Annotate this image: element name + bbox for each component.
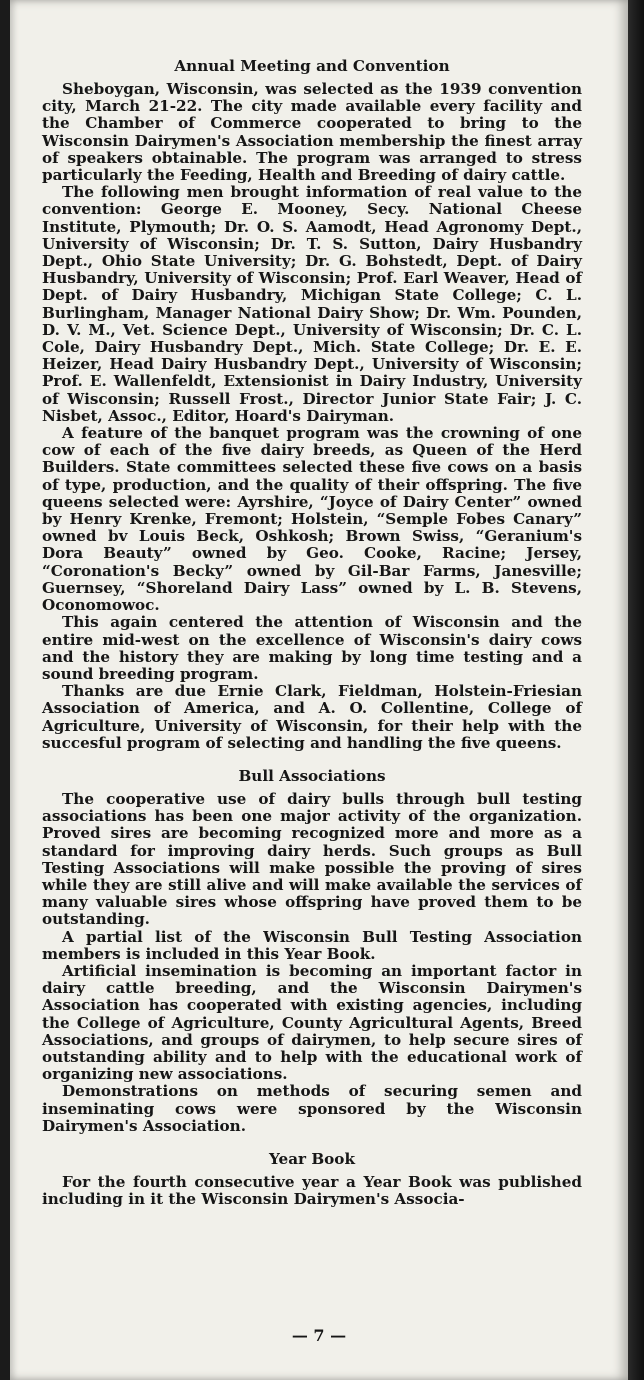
paragraph: A partial list of the Wisconsin Bull Testing Association members is included in this Year Book.	[42, 927, 582, 963]
paragraph: Artificial insemination is becoming an important factor in dairy cattle breeding, and the Wisconsin Dairymen's Association has cooperated with existing agencies, including the College of Agriculture, County Agricultural Agents, Breed Associations, and groups of dairymen, to help secure sires of outstanding ability and to help with the educational work of organizing new associations.	[42, 961, 582, 1084]
section-heading: Bull Associations	[238, 766, 386, 785]
section-heading: Annual Meeting and Convention	[174, 57, 450, 75]
paragraph: The cooperative use of dairy bulls through bull testing associations has been one major activity of the organization. Proved sires are becoming recognized more and more as a standard for improving dairy herds. Such groups as Bull Testing Associations will make possible the proving of sires while they are still alive and will make available the services of many valuable sires whose offspring have proved them to be outstanding.	[42, 789, 582, 929]
section-annual-meeting	[42, 56, 582, 752]
paragraph: This again centered the attention of Wisconsin and the entire mid-west on the excellence of Wisconsin's dairy cows and the history they are making by long time testing and a sound breeding program.	[42, 613, 582, 683]
paragraph: Thanks are due Ernie Clark, Fieldman, Holstein-Friesian Association of America, and A. O. Collentine, College of Agriculture, University of Wisconsin, for their help with the succesful program of selecting and handling the five queens.	[42, 682, 582, 752]
page-number: — 7 —	[291, 1326, 347, 1345]
paragraph: Demonstrations on methods of securing semen and inseminating cows were sponsored by the Wisconsin Dairymen's Association.	[42, 1082, 582, 1135]
paragraph: For the fourth consecutive year a Year Book was published including in it the Wisconsin Dairymen's Associa-	[42, 1172, 582, 1209]
paragraph: A feature of the banquet program was the crowning of one cow of each of the five dairy breeds, as Queen of the Herd Builders. State committees selected these five cows on a basis of type, production, and the quality of their offspring. The five queens selected were: Ayrshire, “Joyce of Dairy Center” owned by Henry Krenke, Fremont; Holstein, “Semple Fobes Canary” owned bv Louis Beck, Oshkosh; Brown Swiss, “Geranium's Dora Beauty” owned by Geo. Cooke, Racine; Jersey, “Coronation's Becky” owned by Gil-Bar Farms, Janesville; Guernsey, “Shoreland Dairy Lass” owned by L. B. Stevens, Oconomowoc.	[42, 424, 582, 615]
section-year-book	[42, 1149, 582, 1208]
section-heading: Year Book	[269, 1149, 355, 1168]
section-bull-associations	[42, 766, 582, 1135]
page-body	[42, 56, 582, 1208]
paragraph: Sheboygan, Wisconsin, was selected as the 1939 convention city, March 21-22. The city made available every facility and the Chamber of Commerce cooperated to bring to the Wisconsin Dairymen's Association membership the finest array of speakers obtainable. The program was arranged to stress particularly the Feeding, Health and Breeding of dairy cattle.	[42, 80, 582, 185]
paragraph: The following men brought information of real value to the convention: George E. Mooney, Secy. National Cheese Institute, Plymouth; Dr. O. S. Aamodt, Head Agronomy Dept., University of Wisconsin; Dr. T. S. Sutton, Dairy Husbandry Dept., Ohio State University; Dr. G. Bohstedt, Dept. of Dairy Husbandry, University of Wisconsin; Prof. Earl Weaver, Head of Dept. of Dairy Husbandry, Michigan State College; C. L. Burlingham, Manager National Dairy Show; Dr. Wm. Pounden, D. V. M., Vet. Science Dept., University of Wisconsin; Dr. C. L. Cole, Dairy Husbandry Dept., Mich. State College; Dr. E. E. Heizer, Head Dairy Husbandry Dept., University of Wisconsin; Prof. E. Wallenfeldt, Extensionist in Dairy Industry, University of Wisconsin; Russell Frost., Director Junior State Fair; J. C. Nisbet, Assoc., Editor, Hoard's Dairyman.	[42, 183, 582, 425]
page-edge	[628, 0, 644, 1380]
